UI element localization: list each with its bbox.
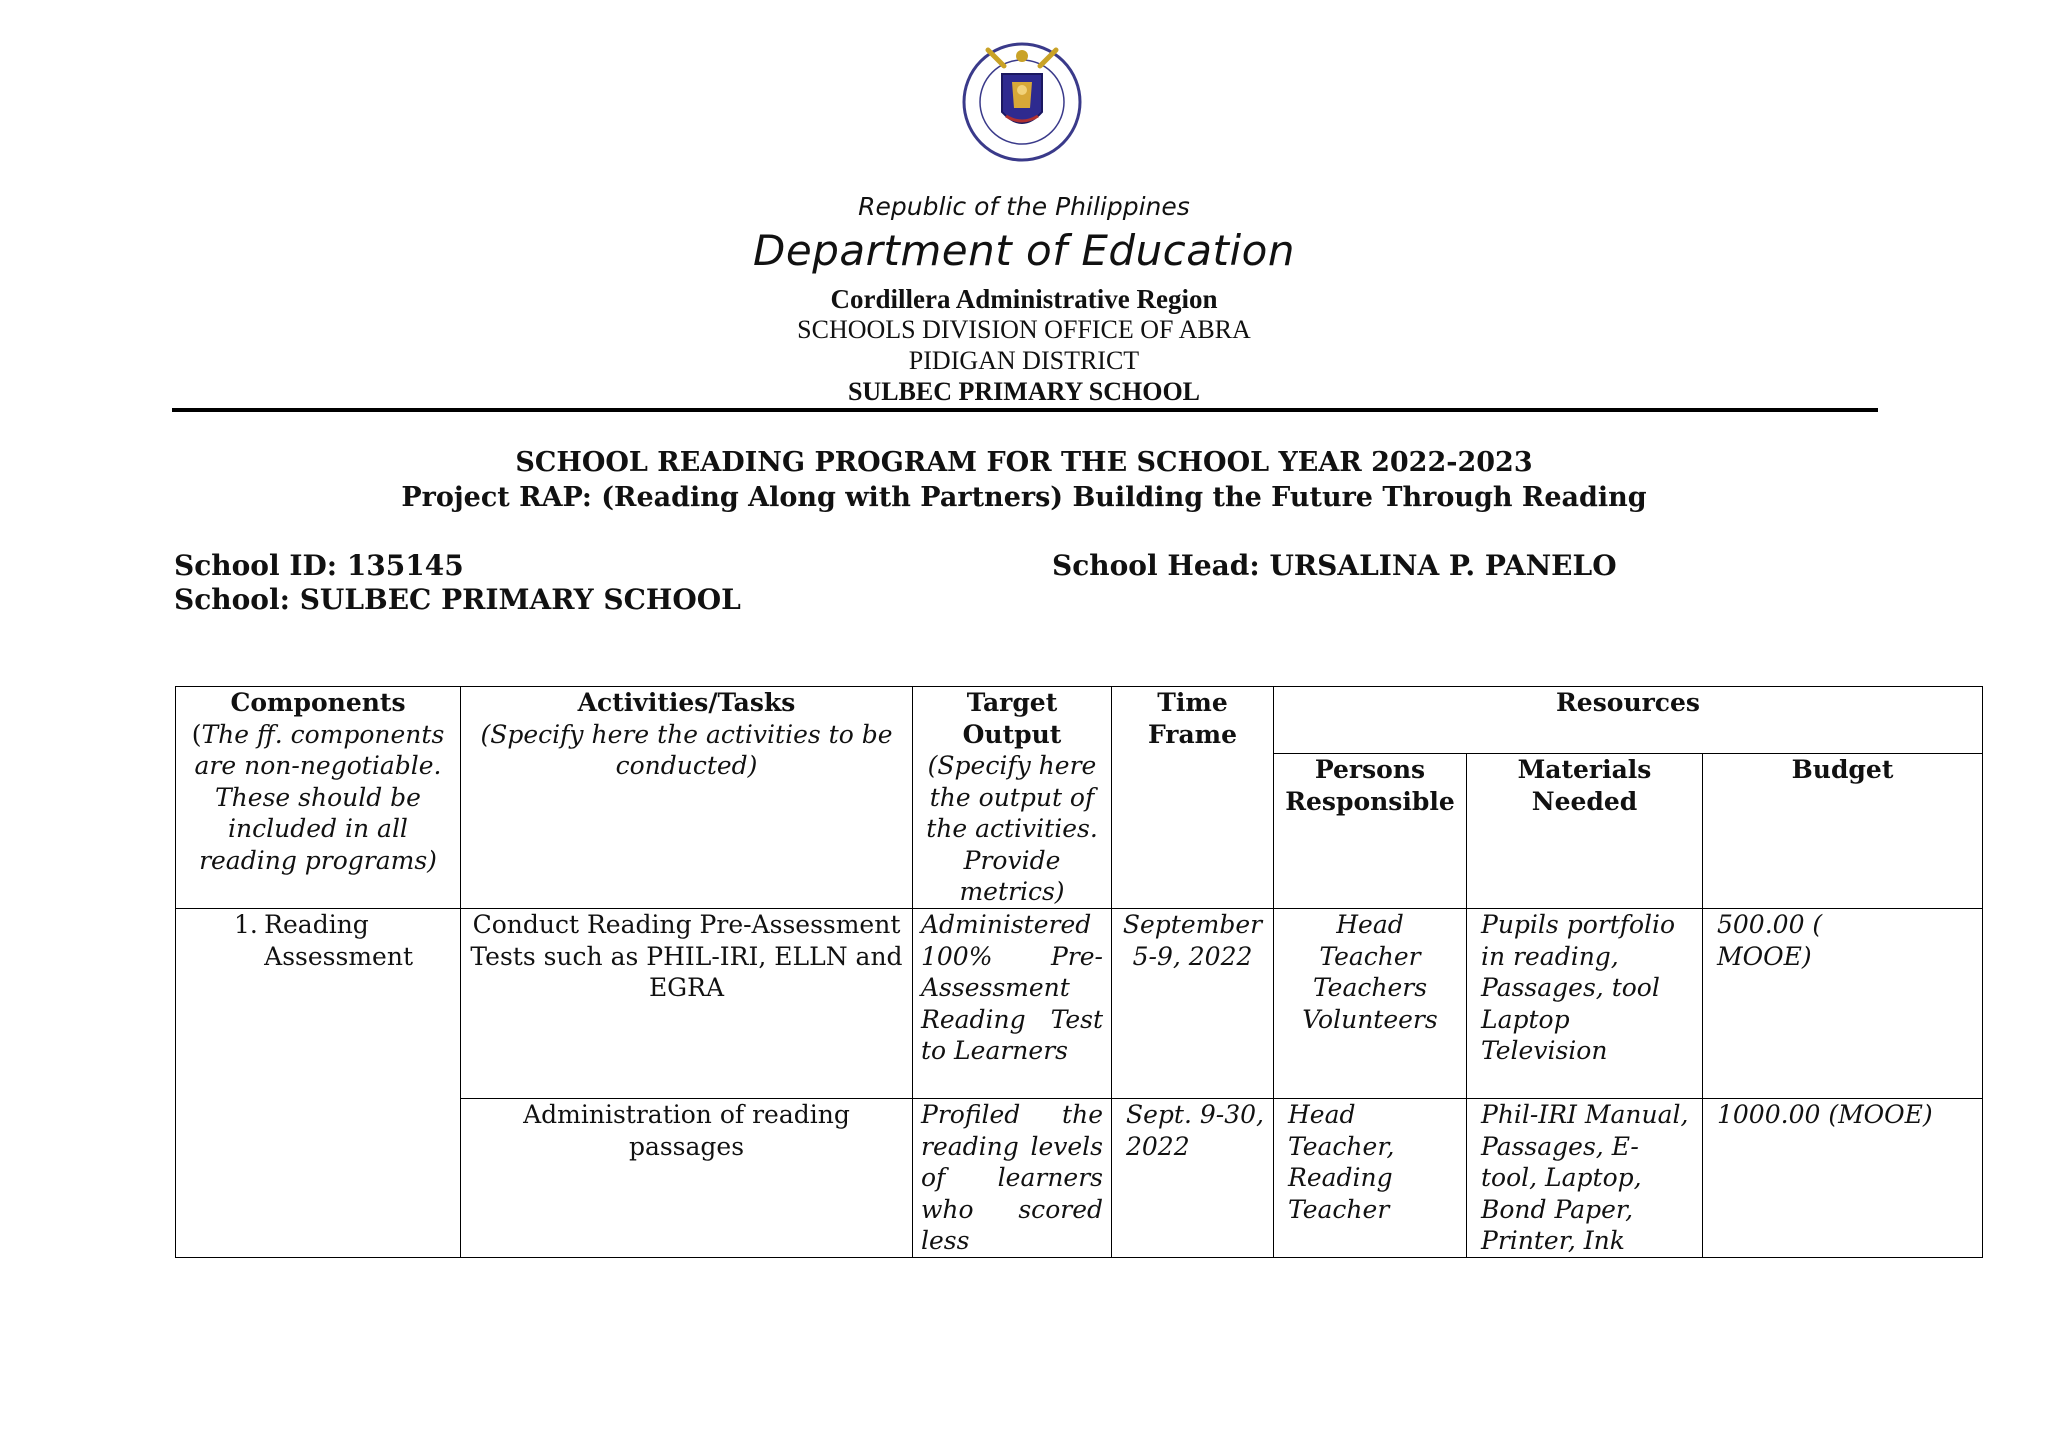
header-activities — [461, 687, 913, 909]
header-divider — [172, 408, 1878, 412]
component-item — [184, 909, 452, 972]
header-persons-label: Persons Responsible — [1285, 755, 1455, 816]
header-target-label: Target Output — [962, 688, 1062, 749]
target-cell: Profiled the reading levels of learners who scored less — [913, 1099, 1112, 1258]
header-target-note: (Specify here the output of the activities. Provide metrics) — [926, 751, 1098, 906]
table-row — [176, 909, 1983, 1099]
persons-cell: Head Teacher, Reading Teacher — [1274, 1099, 1467, 1258]
school-id: School ID: 135145 — [174, 549, 464, 582]
header-components-paren: ( — [191, 719, 202, 749]
republic-heading: Republic of the Philippines — [858, 192, 1190, 221]
header-activities-label: Activities/Tasks — [577, 688, 796, 717]
budget-cell: 500.00 ( MOOE) — [1703, 909, 1983, 1099]
budget-cell: 1000.00 (MOOE) — [1703, 1099, 1983, 1258]
department-heading: Department of Education — [753, 226, 1295, 275]
activity-cell: Conduct Reading Pre-Assessment Tests such as PHIL-IRI, ELLN and EGRA — [461, 909, 913, 1099]
time-cell: September 5-9, 2022 — [1112, 909, 1274, 1099]
division-heading: SCHOOLS DIVISION OFFICE OF ABRA — [797, 315, 1251, 344]
header-components-note: The ff. components are non-negotiable. These should be included in all reading programs) — [194, 719, 445, 875]
time-cell: Sept. 9-30, 2022 — [1112, 1099, 1274, 1258]
header-budget-label: Budget — [1791, 755, 1894, 784]
school-head: School Head: URSALINA P. PANELO — [1052, 549, 1617, 582]
component-cell — [176, 909, 461, 1258]
district-heading: PIDIGAN DISTRICT — [908, 346, 1140, 375]
header-materials — [1467, 754, 1703, 909]
school-name: School: SULBEC PRIMARY SCHOOL — [174, 583, 741, 616]
component-number: 1. — [234, 910, 258, 939]
project-title: Project RAP: (Reading Along with Partners) Building the Future Through Reading — [401, 482, 1647, 513]
deped-seal-logo — [952, 30, 1092, 170]
target-cell: Administered 100% Pre-Assessment Reading Test to Learners — [913, 909, 1112, 1099]
document-title: SCHOOL READING PROGRAM FOR THE SCHOOL YEAR 2022-2023 — [515, 447, 1533, 478]
header-materials-label: Materials Needed — [1517, 755, 1652, 816]
header-activities-note: (Specify here the activities to be conducted) — [480, 719, 893, 780]
header-time — [1112, 687, 1274, 909]
reading-program-table — [175, 686, 1983, 1258]
header-components-label: Components — [230, 688, 406, 717]
header-persons — [1274, 754, 1467, 909]
header-time-label: Time Frame — [1147, 688, 1238, 749]
persons-cell: Head Teacher Teachers Volunteers — [1274, 909, 1467, 1099]
materials-cell: Phil-IRI Manual, Passages, E-tool, Laptop, Bond Paper, Printer, Ink — [1467, 1099, 1703, 1258]
activity-cell: Administration of reading passages — [461, 1099, 913, 1258]
region-heading: Cordillera Administrative Region — [830, 284, 1218, 314]
header-target — [913, 687, 1112, 909]
header-components — [176, 687, 461, 909]
header-resources-label: Resources — [1556, 688, 1700, 717]
component-label: Reading Assessment — [264, 910, 413, 971]
header-resources — [1274, 687, 1983, 754]
school-heading: SULBEC PRIMARY SCHOOL — [847, 377, 1201, 406]
header-budget — [1703, 754, 1983, 909]
materials-cell: Pupils portfolio in reading, Passages, tool Laptop Television — [1467, 909, 1703, 1099]
